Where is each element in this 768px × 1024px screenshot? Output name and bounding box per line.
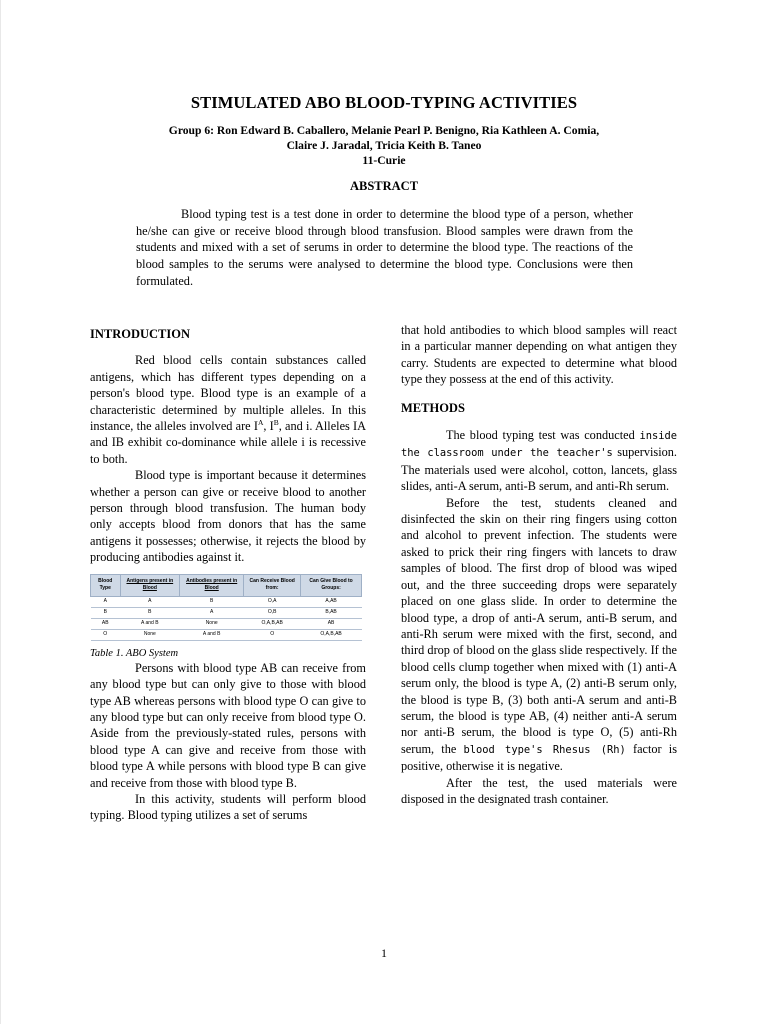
page-number: 1	[381, 946, 387, 960]
intro-paragraph-4: In this activity, students will perform blood typing. Blood typing utilizes a set of serums	[90, 791, 366, 823]
methods-paragraph-1: The blood typing test was conducted inside the classroom under the teacher's supervision. The materials used were alcohol, cotton, lancets, glass slides, anti-A serum, anti-B serum, and anti-Rh serum.	[401, 428, 677, 494]
header-antibodies: Antibodies present in Blood	[180, 574, 244, 596]
table-row: B B A O,B B,AB	[91, 607, 362, 618]
intro-paragraph-2: Blood type is important because it determines whether a person can give or receive blood to another person through blood transfusion. The human body only accepts blood from donors that has the same antigens it possesses; otherwise, it rejects the blood by producing antibodies against it.	[90, 468, 366, 565]
header-antigens: Antigens present in Blood	[120, 574, 180, 596]
authors-line-1: Group 6: Ron Edward B. Caballero, Melanie Pearl P. Benigno, Ria Kathleen A. Comia,	[168, 124, 600, 137]
left-column	[90, 322, 366, 824]
intro-paragraph-3: Persons with blood type AB can receive from any blood type but can only give to those with blood type AB whereas persons with blood type O can give to any blood type but can only receive from blood type O. Aside from the previously-stated rules, persons with blood type A can give and receive from those with blood type A while persons with blood type B can give and receive from those with blood type B.	[90, 660, 366, 790]
table-row: O None A and B O O,A,B,AB	[91, 629, 362, 640]
table-caption: Table 1. ABO System	[90, 647, 179, 659]
methods-paragraph-2: Before the test, students cleaned and disinfected the skin on their ring fingers using cotton and alcohol to prevent infection. The students were asked to prick their ring fingers with lancets to draw samples of blood. The first drop of blood was wiped out, and the three succeeding drops were separately placed on one glass slide. In order to determine the blood type, a drop of anti-A serum, anti-B serum, and anti-Rh serum were mixed with the first, second, and third drop of blood on the glass slide respectively. If the blood cells clump together when mixed with (1) anti-A serum only, the blood is type A, (2) anti-B serum only, the blood is type B, (3) both anti-A serum and anti-B serum, the blood is type AB, (4) neither anti-A serum nor anti-B serum, the blood is type O, (5) anti-Rh serum, the blood type's Rhesus (Rh) factor is positive, otherwise it is negative.	[401, 495, 677, 774]
author-block	[0, 123, 768, 168]
abstract-heading: ABSTRACT	[349, 179, 419, 193]
intro-continued-paragraph: that hold antibodies to which blood samples will react in a particular manner depending on what antigen they carry. Students are expected to determine what blood type they possess at the end of this activity.	[401, 323, 677, 387]
right-column	[401, 322, 677, 807]
header-can-receive: Can Receive Blood from:	[244, 574, 301, 596]
section-name: 11-Curie	[362, 154, 406, 167]
header-can-give: Can Give Blood to Groups:	[301, 574, 362, 596]
methods-heading: METHODS	[401, 400, 465, 415]
abstract-text: Blood typing test is a test done in order to determine the blood type of a person, whether he/she can give or receive blood through blood transfusion. Blood samples were drawn from the students and mixed with a set of serums in order to determine the blood type. The reactions of the blood samples to the serums were analysed to determine the blood type. Conclusions were then formulated.	[136, 207, 633, 288]
introduction-heading: INTRODUCTION	[90, 327, 191, 341]
table-header-row	[91, 574, 362, 596]
paper-title: STIMULATED ABO BLOOD-TYPING ACTIVITIES	[190, 93, 578, 112]
table-row: AB A and B None O,A,B,AB AB	[91, 618, 362, 629]
header-blood-type: Blood Type	[91, 574, 121, 596]
authors-line-2: Claire J. Jaradal, Tricia Keith B. Taneo	[286, 139, 482, 152]
abo-system-table	[90, 574, 362, 641]
methods-paragraph-3: After the test, the used materials were disposed in the designated trash container.	[401, 775, 677, 806]
table-row: A A B O,A A,AB	[91, 596, 362, 607]
intro-paragraph-1: Red blood cells contain substances called antigens, which has different types depending on a person's blood type. Blood type is an example of a characteristic determined by multiple alleles. In this instance, the alleles involved are $I^A$, $I^B$, and i. Alleles IA and IB exhibit co-dominance while allele i is recessive to both.	[90, 353, 366, 466]
